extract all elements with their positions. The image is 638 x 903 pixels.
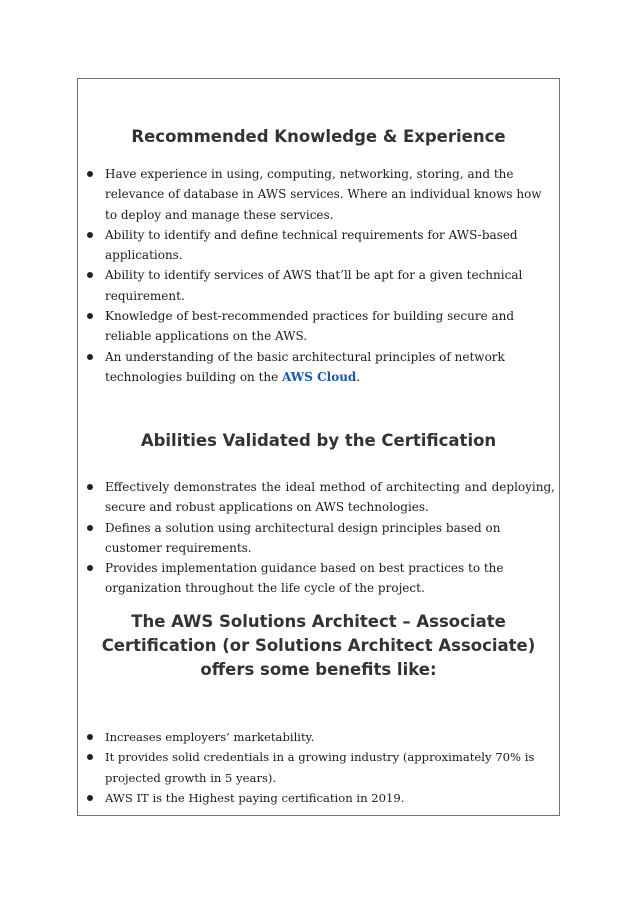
heading-line: Certification (or Solutions Architect Associate) (101, 636, 536, 655)
section-heading-benefits (78, 610, 559, 682)
list-item: Knowledge of best-recommended practices for building secure and reliable applications on the AWS. (78, 306, 559, 347)
section-heading-abilities: Abilities Validated by the Certification (140, 431, 497, 450)
list-item: Effectively demonstrates the ideal method of architecting and deploying, secure and robust applications on AWS technologies. (78, 477, 559, 518)
list-item-end: . (356, 369, 361, 384)
list-item: Defines a solution using architectural design principles based on customer requirements. (78, 518, 559, 559)
aws-cloud-link[interactable]: AWS Cloud (282, 369, 357, 384)
list-item: AWS IT is the Highest paying certification in 2019. (78, 788, 559, 808)
knowledge-list (78, 164, 559, 387)
list-item: Increases employers’ marketability. (78, 727, 559, 747)
abilities-list (78, 477, 559, 599)
list-item: Ability to identify and define technical requirements for AWS-based applications. (78, 225, 559, 266)
benefits-list (78, 727, 559, 808)
document-frame (77, 78, 560, 816)
heading-line: offers some benefits like: (200, 660, 437, 679)
list-item: It provides solid credentials in a growing industry (approximately 70% is projected growth in 5 years). (78, 747, 559, 788)
list-item: Provides implementation guidance based on best practices to the organization throughout the life cycle of the project. (78, 558, 559, 599)
list-item (78, 347, 559, 388)
list-item: Have experience in using, computing, networking, storing, and the relevance of database in AWS services. Where an individual knows how to deploy and manage these services. (78, 164, 559, 225)
section-heading-knowledge: Recommended Knowledge & Experience (131, 127, 506, 146)
heading-line: The AWS Solutions Architect – Associate (131, 612, 506, 631)
list-item: Ability to identify services of AWS that’ll be apt for a given technical requirement. (78, 265, 559, 306)
list-item-text: An understanding of the basic architectural principles of network technologies building on the (105, 349, 505, 384)
